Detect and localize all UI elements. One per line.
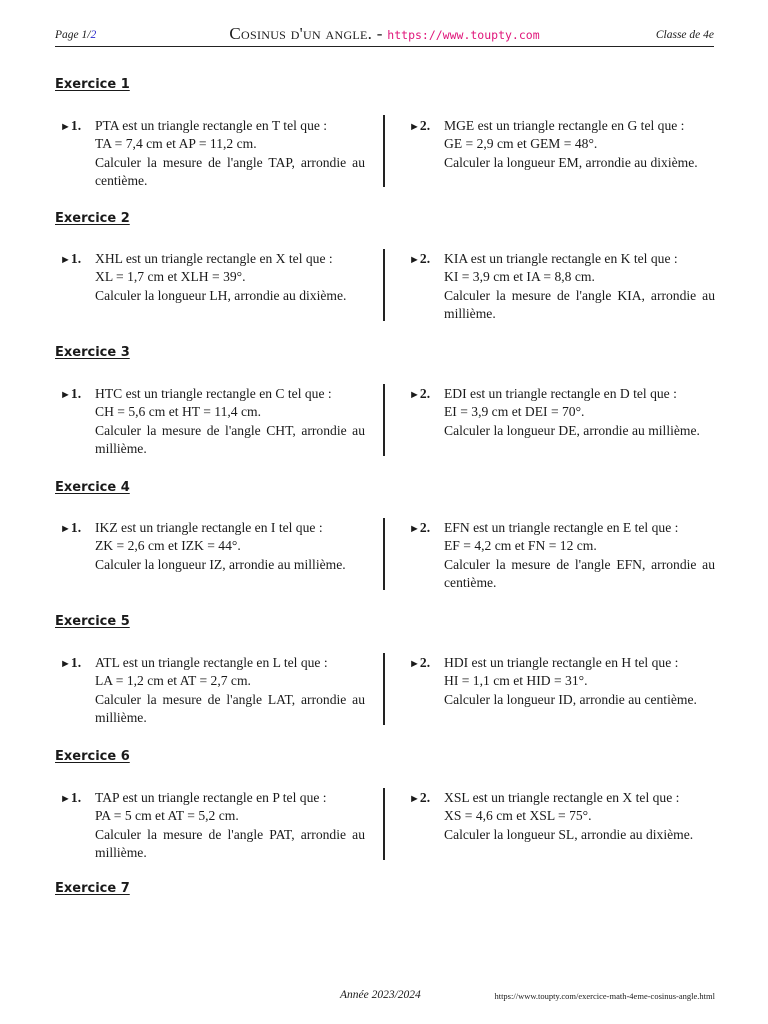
exercise-title: Exercice 4 — [55, 480, 130, 495]
question-task: Calculer la mesure de l'angle CHT, arrondie au millième. — [95, 422, 365, 457]
footer-link[interactable]: https://www.toupty.com/exercice-math-4eme-cosinus-angle.html — [494, 991, 715, 1001]
question — [60, 385, 365, 457]
question — [409, 789, 715, 861]
triangle-bullet-icon: ► — [60, 658, 71, 670]
triangle-bullet-icon: ► — [409, 793, 420, 805]
question-task: Calculer la mesure de l'angle KIA, arrondie au millième. — [444, 287, 715, 322]
question — [60, 250, 365, 322]
question-number: ►2. — [409, 251, 431, 266]
triangle-bullet-icon: ► — [60, 389, 71, 401]
question-givens: CH = 5,6 cm et HT = 11,4 cm. — [95, 404, 261, 420]
question-number: ►1. — [60, 790, 82, 805]
question-number: ►1. — [60, 655, 82, 670]
column-divider — [383, 384, 385, 456]
question-task: Calculer la longueur EM, arrondie au dixième. — [444, 154, 698, 170]
column-divider — [383, 518, 385, 590]
question-number: ►2. — [409, 655, 431, 670]
question — [60, 519, 365, 591]
exercise-title: Exercice 1 — [55, 77, 130, 92]
exercise-title: Exercice 7 — [55, 881, 130, 896]
question-givens: KI = 3,9 cm et IA = 8,8 cm. — [444, 269, 595, 285]
question-number: ►2. — [409, 118, 431, 133]
question-task: Calculer la mesure de l'angle EFN, arrondie au centième. — [444, 556, 715, 591]
triangle-bullet-icon: ► — [409, 658, 420, 670]
question — [60, 789, 365, 861]
footer-year: Année 2023/2024 — [340, 989, 421, 1001]
question-number: ►2. — [409, 386, 431, 401]
question-number: ►1. — [60, 251, 82, 266]
question-givens: XL = 1,7 cm et XLH = 39°. — [95, 269, 246, 285]
question-statement: IKZ est un triangle rectangle en I tel que : — [95, 520, 323, 535]
question-givens: TA = 7,4 cm et AP = 11,2 cm. — [95, 136, 257, 152]
question-number: ►1. — [60, 118, 82, 133]
triangle-bullet-icon: ► — [409, 254, 420, 266]
question-givens: XS = 4,6 cm et XSL = 75°. — [444, 808, 592, 824]
question-statement: ATL est un triangle rectangle en L tel que : — [95, 655, 328, 670]
question-number: ►1. — [60, 520, 82, 535]
triangle-bullet-icon: ► — [409, 389, 420, 401]
question — [60, 117, 365, 189]
triangle-bullet-icon: ► — [60, 523, 71, 535]
question-statement: PTA est un triangle rectangle en T tel que : — [95, 118, 328, 133]
question-task: Calculer la longueur IZ, arrondie au millième. — [95, 556, 346, 572]
triangle-bullet-icon: ► — [409, 121, 420, 133]
column-divider — [383, 115, 385, 187]
question — [409, 654, 715, 726]
question-givens: HI = 1,1 cm et HID = 31°. — [444, 673, 588, 689]
question-givens: GE = 2,9 cm et GEM = 48°. — [444, 136, 598, 152]
page-header — [55, 24, 714, 47]
question — [409, 519, 715, 591]
question — [409, 250, 715, 322]
triangle-bullet-icon: ► — [60, 121, 71, 133]
question — [409, 117, 715, 189]
question-givens: LA = 1,2 cm et AT = 2,7 cm. — [95, 673, 251, 689]
column-divider — [383, 788, 385, 860]
exercise-title: Exercice 2 — [55, 211, 130, 226]
page-prefix: Page 1/ — [55, 29, 91, 41]
question-statement: EFN est un triangle rectangle en E tel que : — [444, 520, 679, 535]
question-statement: MGE est un triangle rectangle en G tel que : — [444, 118, 685, 133]
question-number: ►2. — [409, 520, 431, 535]
exercise-title: Exercice 6 — [55, 749, 130, 764]
question-task: Calculer la longueur ID, arrondie au centième. — [444, 691, 697, 707]
exercise-title: Exercice 5 — [55, 614, 130, 629]
triangle-bullet-icon: ► — [60, 254, 71, 266]
question-statement: HDI est un triangle rectangle en H tel que : — [444, 655, 679, 670]
question-givens: EI = 3,9 cm et DEI = 70°. — [444, 404, 585, 420]
page-total-link[interactable]: 2 — [90, 29, 97, 41]
site-link[interactable]: https://www.toupty.com — [387, 28, 540, 42]
question-givens: PA = 5 cm et AT = 5,2 cm. — [95, 808, 239, 824]
triangle-bullet-icon: ► — [409, 523, 420, 535]
column-divider — [383, 249, 385, 321]
question-givens: ZK = 2,6 cm et IZK = 44°. — [95, 538, 241, 554]
question-statement: EDI est un triangle rectangle en D tel que : — [444, 386, 677, 401]
question-givens: EF = 4,2 cm et FN = 12 cm. — [444, 538, 597, 554]
question-task: Calculer la mesure de l'angle LAT, arrondie au millième. — [95, 691, 365, 726]
exercise-title: Exercice 3 — [55, 345, 130, 360]
question-task: Calculer la longueur SL, arrondie au dixième. — [444, 826, 694, 842]
question-task: Calculer la mesure de l'angle TAP, arrondie au centième. — [95, 154, 365, 189]
question-statement: XHL est un triangle rectangle en X tel que : — [95, 251, 333, 266]
question-statement: KIA est un triangle rectangle en K tel que : — [444, 251, 678, 266]
question-number: ►2. — [409, 790, 431, 805]
triangle-bullet-icon: ► — [60, 793, 71, 805]
question-task: Calculer la mesure de l'angle PAT, arrondie au millième. — [95, 826, 365, 861]
question-statement: XSL est un triangle rectangle en X tel que : — [444, 790, 680, 805]
question-statement: HTC est un triangle rectangle en C tel que : — [95, 386, 332, 401]
page-title-text: Cosinus d'un angle. - — [229, 24, 388, 43]
question — [409, 385, 715, 457]
question-statement: TAP est un triangle rectangle en P tel que : — [95, 790, 327, 805]
class-label: Classe de 4e — [655, 29, 714, 41]
question-task: Calculer la longueur DE, arrondie au millième. — [444, 422, 700, 438]
column-divider — [383, 653, 385, 725]
question-number: ►1. — [60, 386, 82, 401]
page-title — [55, 24, 714, 44]
question — [60, 654, 365, 726]
question-task: Calculer la longueur LH, arrondie au dixième. — [95, 287, 347, 303]
